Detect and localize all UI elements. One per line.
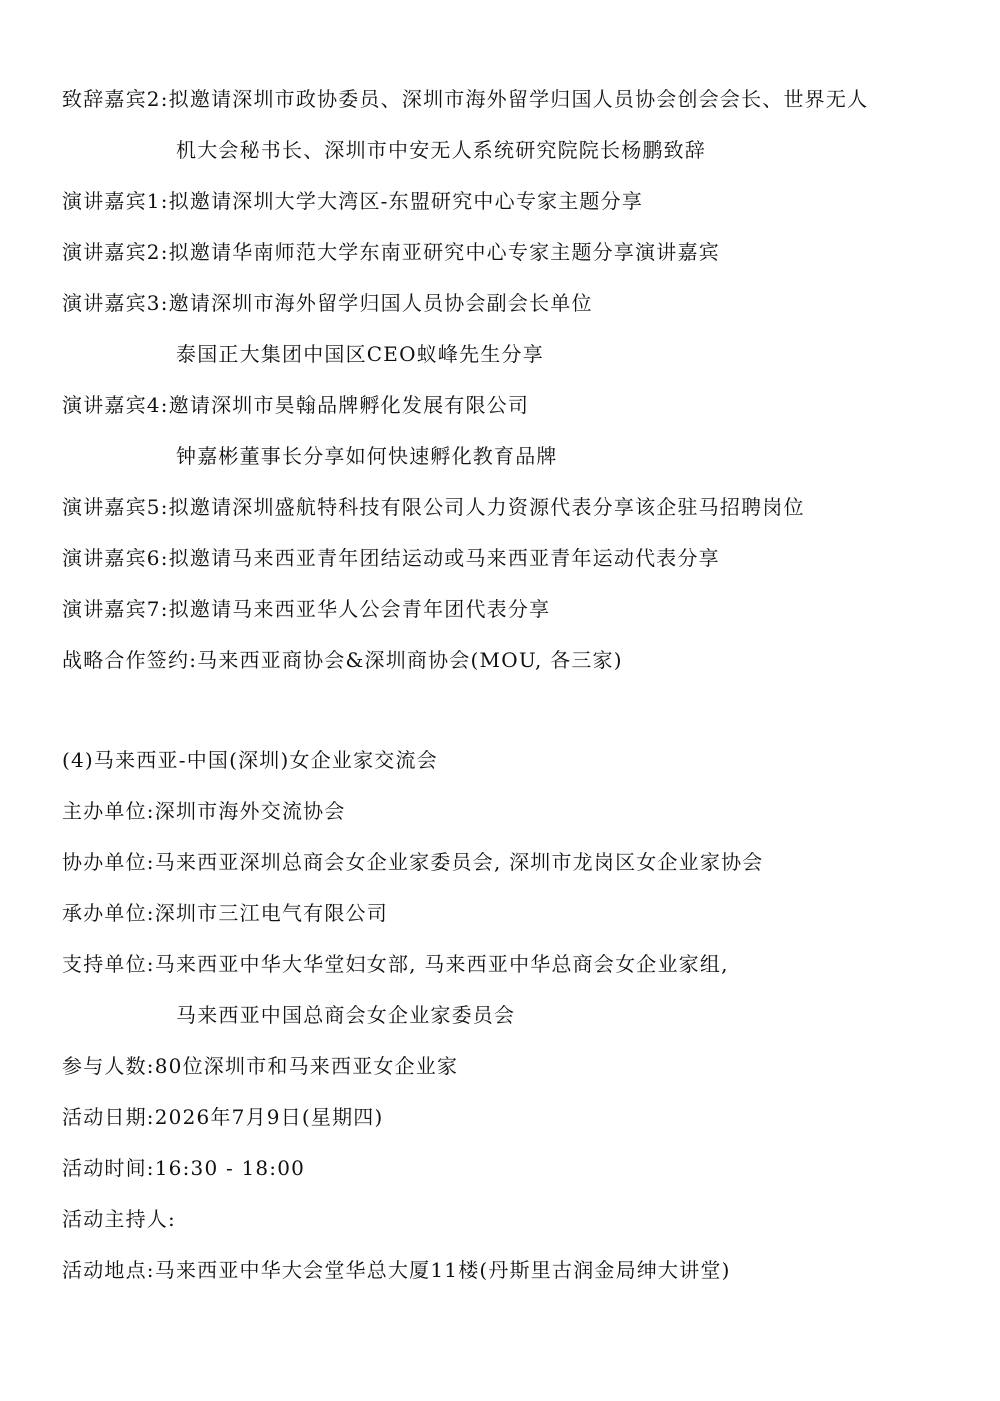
- speaker-line-continuation: [176, 441, 558, 471]
- info-line-host: [62, 1204, 176, 1234]
- line-text: 机大会秘书长、深圳市中安无人系统研究院院长杨鹏致辞: [176, 138, 706, 162]
- info-line-supporter: [62, 949, 729, 979]
- line-label: 致辞嘉宾2:: [62, 87, 169, 111]
- line-label: 参与人数:: [62, 1054, 155, 1078]
- line-label: 承办单位:: [62, 901, 155, 925]
- line-text: 马来西亚中华大华堂妇女部, 马来西亚中华总商会女企业家组,: [154, 952, 729, 976]
- line-text: 2026年7月9日(星期四): [154, 1105, 384, 1129]
- speaker-line: [62, 288, 593, 318]
- section-heading: [62, 745, 438, 775]
- line-label: 战略合作签约:: [62, 648, 198, 672]
- line-label: 活动时间:: [62, 1156, 155, 1180]
- signing-line: [62, 645, 623, 675]
- line-text: 马来西亚中国总商会女企业家委员会: [176, 1003, 516, 1027]
- line-label: 演讲嘉宾6:: [62, 546, 169, 570]
- line-text: 拟邀请马来西亚青年团结运动或马来西亚青年运动代表分享: [168, 546, 720, 570]
- line-label: 演讲嘉宾4:: [62, 393, 169, 417]
- info-line-co-organizer: [62, 847, 763, 877]
- line-text: 马来西亚中华大会堂华总大厦11楼(丹斯里古润金局绅大讲堂): [154, 1258, 731, 1282]
- speaker-line: [62, 594, 550, 624]
- line-label: 支持单位:: [62, 952, 155, 976]
- line-label: 活动地点:: [62, 1258, 155, 1282]
- line-text: 拟邀请深圳盛航特科技有限公司人力资源代表分享该企驻马招聘岗位: [168, 495, 805, 519]
- line-text: 拟邀请华南师范大学东南亚研究中心专家主题分享演讲嘉宾: [168, 240, 720, 264]
- line-text: 钟嘉彬董事长分享如何快速孵化教育品牌: [176, 444, 558, 468]
- speaker-line: [62, 186, 643, 216]
- line-label: 演讲嘉宾3:: [62, 291, 169, 315]
- line-label: 协办单位:: [62, 850, 155, 874]
- info-line-time: [62, 1153, 305, 1183]
- section-title: (4)马来西亚-中国(深圳)女企业家交流会: [62, 748, 438, 772]
- line-label: 演讲嘉宾5:: [62, 495, 169, 519]
- speaker-line: [62, 390, 529, 420]
- speaker-line: [62, 84, 868, 114]
- line-text: 泰国正大集团中国区CEO蚁峰先生分享: [176, 342, 544, 366]
- info-line-participants: [62, 1051, 458, 1081]
- line-text: 拟邀请深圳大学大湾区-东盟研究中心专家主题分享: [168, 189, 644, 213]
- line-text: 邀请深圳市海外留学归国人员协会副会长单位: [168, 291, 593, 315]
- line-text: 马来西亚深圳总商会女企业家委员会, 深圳市龙岗区女企业家协会: [154, 850, 764, 874]
- line-text: 马来西亚商协会&深圳商协会(MOU, 各三家): [197, 648, 623, 672]
- line-text: 深圳市海外交流协会: [154, 799, 346, 823]
- info-line-date: [62, 1102, 384, 1132]
- line-text: 拟邀请马来西亚华人公会青年团代表分享: [168, 597, 551, 621]
- line-text: 拟邀请深圳市政协委员、深圳市海外留学归国人员协会创会会长、世界无人: [168, 87, 869, 111]
- line-text: 16:30 - 18:00: [154, 1156, 306, 1180]
- line-label: 活动日期:: [62, 1105, 155, 1129]
- info-line-venue: [62, 1255, 731, 1285]
- info-line-organizer: [62, 796, 346, 826]
- line-label: 演讲嘉宾1:: [62, 189, 169, 213]
- line-label: 演讲嘉宾2:: [62, 240, 169, 264]
- speaker-line-continuation: [176, 339, 544, 369]
- speaker-line-continuation: [176, 135, 706, 165]
- line-text: 邀请深圳市昊翰品牌孵化发展有限公司: [168, 393, 530, 417]
- line-label: 主办单位:: [62, 799, 155, 823]
- speaker-line: [62, 543, 720, 573]
- info-line-continuation: [176, 1000, 515, 1030]
- line-text: 80位深圳市和马来西亚女企业家: [154, 1054, 459, 1078]
- speaker-line: [62, 237, 720, 267]
- speaker-line: [62, 492, 805, 522]
- line-label: 演讲嘉宾7:: [62, 597, 169, 621]
- line-label: 活动主持人:: [62, 1207, 176, 1231]
- info-line-undertaker: [62, 898, 388, 928]
- line-text: 深圳市三江电气有限公司: [154, 901, 388, 925]
